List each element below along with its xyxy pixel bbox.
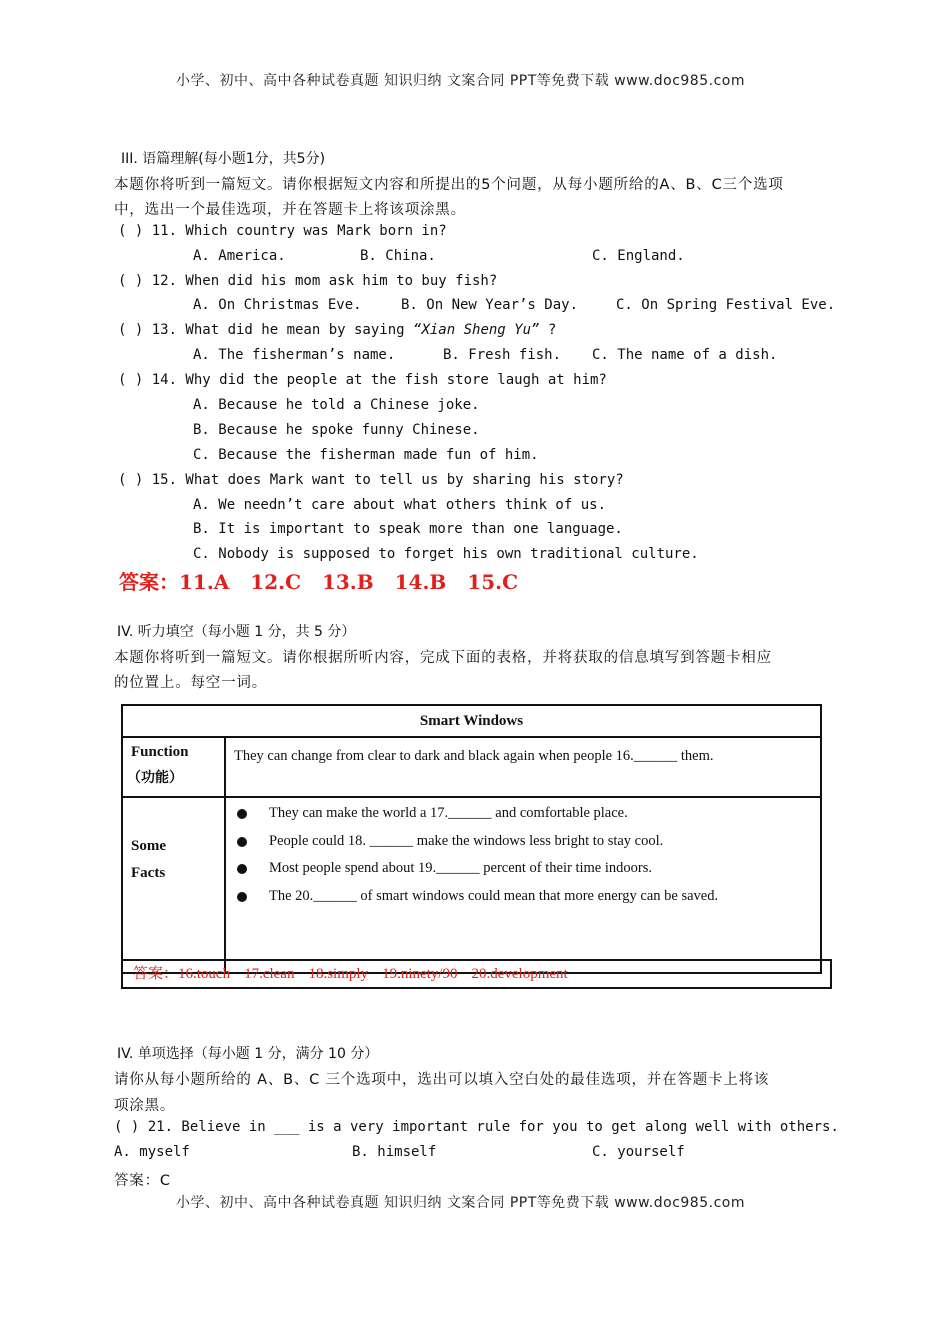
fact-text: The 20.______ of smart windows could mean that more energy can be saved. bbox=[269, 887, 719, 904]
facts-label-line1: Some bbox=[131, 838, 166, 854]
fact-item bbox=[226, 855, 812, 883]
answer-20: 20.development bbox=[471, 966, 568, 982]
facts-label-cell bbox=[122, 797, 225, 973]
answer-17: 17.clean bbox=[244, 966, 295, 982]
section-5-intro-cont: 项涂黑。 bbox=[114, 1098, 176, 1114]
q15-option-b: B. It is important to speak more than one language. bbox=[193, 521, 623, 537]
section-4-title: IV. 听力填空（每小题 1 分，共 5 分） bbox=[117, 624, 356, 640]
question-14: ( ) 14. Why did the people at the fish store laugh at him? bbox=[118, 372, 607, 388]
bullet-icon bbox=[237, 892, 247, 902]
q15-option-c: C. Nobody is supposed to forget his own traditional culture. bbox=[193, 546, 699, 562]
section-4-intro-cont: 的位置上。每空一词。 bbox=[114, 675, 267, 691]
question-12: ( ) 12. When did his mom ask him to buy fish? bbox=[118, 273, 498, 289]
section-3-title: III. 语篇理解(每小题1分，共5分) bbox=[121, 151, 326, 167]
facts-label-line2: Facts bbox=[131, 865, 166, 881]
q21-answer: 答案：C bbox=[114, 1173, 171, 1189]
table-title: Smart Windows bbox=[122, 705, 821, 737]
section-5-intro: 请你从每小题所给的 A、B、C 三个选项中，选出可以填入空白处的最佳选项，并在答题卡上将该 bbox=[114, 1072, 770, 1088]
q21-option-a: A. myself bbox=[114, 1144, 190, 1160]
q13-stem-end: ? bbox=[539, 322, 557, 338]
bullet-icon bbox=[237, 809, 247, 819]
q11-option-b: B. China. bbox=[360, 248, 436, 264]
section-5-title: IV. 单项选择（每小题 1 分，满分 10 分） bbox=[117, 1046, 379, 1062]
fact-text: Most people spend about 19.______ percent of their time indoors. bbox=[269, 860, 652, 876]
function-label: Function bbox=[131, 744, 189, 760]
q14-option-a: A. Because he told a Chinese joke. bbox=[193, 397, 480, 413]
q12-option-b: B. On New Year’s Day. bbox=[401, 297, 579, 313]
fact-item bbox=[226, 800, 812, 828]
bullet-icon bbox=[237, 837, 247, 847]
function-label-cn: （功能） bbox=[127, 770, 183, 786]
q13-option-a: A. The fisherman’s name. bbox=[193, 347, 396, 363]
q14-option-b: B. Because he spoke funny Chinese. bbox=[193, 422, 480, 438]
function-text: They can change from clear to dark and black again when people 16.______ them. bbox=[225, 737, 821, 797]
question-15: ( ) 15. What does Mark want to tell us by sharing his story? bbox=[118, 472, 624, 488]
q11-option-a: A. America. bbox=[193, 248, 286, 264]
q13-quoted-term: “Xian Sheng Yu” bbox=[413, 322, 540, 338]
q12-option-a: A. On Christmas Eve. bbox=[193, 297, 362, 313]
section-4-answer-box bbox=[121, 959, 832, 989]
section-3-answer: 答案：11.A 12.C 13.B 14.B 15.C bbox=[119, 570, 518, 594]
question-11: ( ) 11. Which country was Mark born in? bbox=[118, 223, 447, 239]
fact-item bbox=[226, 883, 812, 911]
page-footer: 小学、初中、高中各种试卷真题 知识归纳 文案合同 PPT等免费下载 www.doc985.com bbox=[176, 1195, 745, 1211]
section-3-intro-cont: 中，选出一个最佳选项，并在答题卡上将该项涂黑。 bbox=[114, 202, 466, 218]
q13-option-c: C. The name of a dish. bbox=[592, 347, 778, 363]
q13-stem: ( ) 13. What did he mean by saying bbox=[118, 322, 414, 338]
q21-option-c: C. yourself bbox=[592, 1144, 685, 1160]
question-13 bbox=[118, 322, 556, 338]
answer-18: 18.simply bbox=[308, 966, 369, 982]
q15-option-a: A. We needn’t care about what others think of us. bbox=[193, 497, 607, 513]
q12-option-c: C. On Spring Festival Eve. bbox=[616, 297, 836, 313]
facts-list bbox=[225, 797, 821, 973]
smart-windows-table bbox=[121, 704, 822, 974]
function-label-cell bbox=[122, 737, 225, 797]
answer-16: 答案：16.touch bbox=[133, 966, 231, 982]
q21-option-b: B. himself bbox=[352, 1144, 437, 1160]
page-header: 小学、初中、高中各种试卷真题 知识归纳 文案合同 PPT等免费下载 www.doc985.com bbox=[176, 73, 745, 89]
fact-text: They can make the world a 17.______ and comfortable place. bbox=[269, 805, 628, 821]
question-21: ( ) 21. Believe in ___ is a very important rule for you to get along well with others. bbox=[114, 1119, 839, 1135]
fact-text: People could 18. ______ make the windows less bright to stay cool. bbox=[269, 832, 664, 849]
section-3-intro: 本题你将听到一篇短文。请你根据短文内容和所提出的5个问题，从每小题所给的A、B、C三个选项 bbox=[114, 177, 784, 193]
q11-option-c: C. England. bbox=[592, 248, 685, 264]
q14-option-c: C. Because the fisherman made fun of him. bbox=[193, 447, 539, 463]
bullet-icon bbox=[237, 864, 247, 874]
fact-item bbox=[226, 828, 812, 856]
section-4-intro: 本题你将听到一篇短文。请你根据所听内容，完成下面的表格，并将获取的信息填写到答题卡相应 bbox=[114, 650, 772, 666]
answer-19: 19.ninety/90 bbox=[382, 966, 458, 982]
q13-option-b: B. Fresh fish. bbox=[443, 347, 562, 363]
